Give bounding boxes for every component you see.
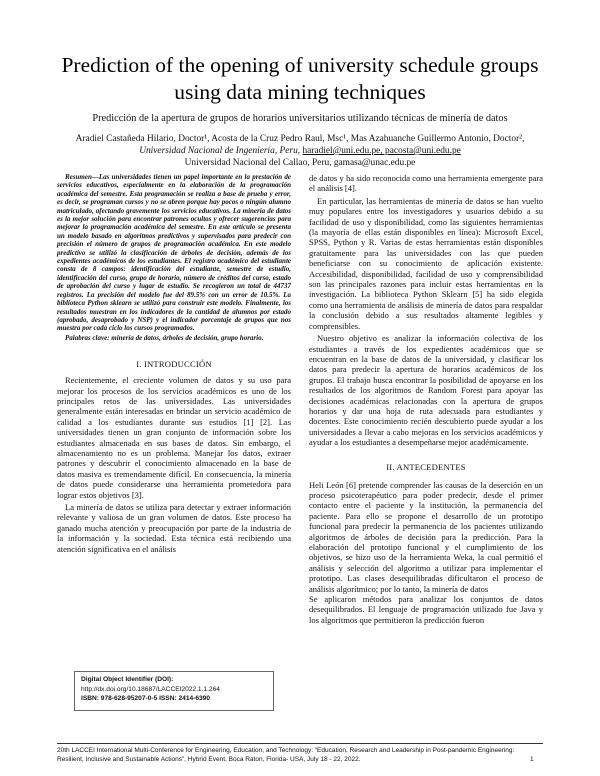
continued-paragraph: de datos y ha sido reconocida como una herramienta emergente para el análisis [4]. xyxy=(309,173,543,194)
doi-link[interactable]: http://dx.doi.org/10.18687/LACCEI2022.1.1.264 xyxy=(81,685,220,693)
footer-divider xyxy=(57,743,543,744)
doi-label: Digital Object Identifier (DOI): xyxy=(81,676,174,683)
doi-box xyxy=(74,671,274,711)
paper-title: Prediction of the opening of university schedule groups using data mining techniques xyxy=(61,53,539,104)
author-emails-link[interactable]: haradiel@uni.edu.pe, pacosta@uni.edu.pe xyxy=(302,146,461,156)
section-heading-introduccion: I. INTRODUCCIÓN xyxy=(136,359,212,370)
paragraph-tools: En particular, las herramientas de minería de datos se han vuelto muy populares entre los investigadores y usuarios debido a su facilidad de uso y disponibilidad, como las siguientes herramientas (la mayoría de ellas están disponibles en línea): Microsoft Excel, SPSS, Python y R. Varias de estas herramientas están disponibles gratuitamente para las universidades con las que pueden beneficiarse con su conocimiento de aplicación existente. Accesibilidad, disponibilidad, facilidad de uso y comprensibilidad son las principales razones para incluir estas herramientas en la investigación. La biblioteca Python Sklearn [5] ha sido elegida como una herramienta de análisis de minería de datos para respaldar la conclusión debido a sus resultados altamente legibles y comprensibles. xyxy=(309,195,543,331)
affiliation-line-1 xyxy=(20,145,580,157)
affiliation-2: Universidad Nacional del Callao, Peru, gamasa@unac.edu.pe xyxy=(184,158,416,168)
right-column xyxy=(309,173,543,625)
left-column xyxy=(57,173,291,554)
authors-line: Aradiel Castañeda Hilario, Doctor¹, Acosta de la Cruz Pedro Raul, Msc¹, Mas Azahuanche Guillermo Antonio, Doctor², xyxy=(75,134,525,144)
conference-footer: 20th LACCEI International Multi-Conference for Engineering, Education, and Technology: “Education, Research and Leadership in Post-pandemic Engineering: Resilient, Inclusive and Sustainable Actions”, Hybrid Event, Boca Raton, Florida- USA, July 18 - 22, 2022. xyxy=(57,747,515,763)
intro-paragraph-1: Recientemente, el creciente volumen de datos y su uso para mejorar los procesos de los servicios académicos es uno de los principales retos de las universidades. Las universidades generalmente están interesadas en brindar un servicio académico de calidad a los estudiantes durante sus estudios [1] [2]. Las universidades tienen un gran conjunto de información sobre los estudiantes almacenada en sus bases de datos. Sin embargo, el almacenamiento no es un problema. Manejar los datos, extraer patrones y descubrir el conocimiento almacenado en la base de datos masiva es tremendamente difícil. En consecuencia, la minería de datos puede considerarse una herramienta prometedora para lograr estos objetivos [3]. xyxy=(57,375,291,500)
paper-subtitle: Predicción de la apertura de grupos de horarios universitarios utilizando técnicas de minería de datos xyxy=(92,113,508,124)
paragraph-objective: Nuestro objetivo es analizar la información colectiva de los estudiantes a través de los expedientes académicos que se encuentran en la base de datos de la universidad, y clasificar los datos para predecir la apertura de horarios académicos de los grupos. El trabajo busca encontrar la posibilidad de apoyarse en los resultados de los algoritmos de Random Forest para apoyar las decisiones académicas relacionadas con la apertura de grupos horarios y dar una hoja de ruta adecuada para estudiantes y docentes. Este conocimiento recién descubierto puede ayudar a los universidades a llevar a cabo mejoras en los servicios académicos y ayudar a los estudiantes a desempeñarse mejor académicamente. xyxy=(309,333,543,448)
abstract: Resumen—Las universidades tienen un papel importante en la prestación de servicios educativos, especialmente en la elaboración de la programación académica del semestre. Esta programación se realiza a base de prueba y error, es decir, se programan cursos y no se abren porque hay pocos o ningún alumno matriculado, afectando gravemente los servicios educativos. La minería de datos es la mejor solución para encontrar patrones ocultos y ofrecer sugerencias para mejorar la programación académica del semestre. En este artículo se presenta un modelo basado en algoritmos predictivos y supervisados para predecir con precisión el número de grupos de programación académica. En este modelo predictivo se utilizó la clasificación de árboles de decisión, además de los expedientes académicos de los estudiantes. El registro académico del estudiante consta de 8 campos: identificación del estudiante, semestre de estudio, identificación del curso, grupo de horario, número de créditos del curso, estado de aprobación del curso y lugar de estudio. Se recogieron un total de 44737 registros. La precisión del modelo fue del 89.5% con un error de 10.5%. La biblioteca Python sklearn se utilizó para construir este modelo. Finalmente, los resultados muestran en los indicadores de la cantidad de alumnos por estado (aprobado, desaprobado y NSP) y el indicador porcentaje de grupos que nos muestra por cada ciclo los cursos programados. xyxy=(57,173,291,333)
paragraph-methods: Se aplicaron métodos para analizar los conjuntos de datos desequilibrados. El lenguaje de programación utilizado fue Java y los algoritmos que permitieron la predicción fueron xyxy=(309,594,543,625)
intro-paragraph-2: La minería de datos se utiliza para detectar y extraer información relevante y valiosa de un gran volumen de datos. Este proceso ha ganado mucha atención y preocupación por parte de la industria de la información y la sociedad. Esta técnica está recibiendo una atención significativa en el análisis xyxy=(57,502,291,554)
keywords: Palabras clave: minería de datos, árboles de decisión, grupo horario. xyxy=(65,333,264,342)
affiliation-1: Universidad Nacional de Ingeniería, Peru, xyxy=(139,146,301,156)
section-heading-antecedentes: II. ANTECEDENTES xyxy=(386,461,466,472)
author-block xyxy=(20,133,580,169)
isbn-issn: ISBN: 978-628-95207-0-5 ISSN: 2414-6390 xyxy=(81,695,211,703)
paragraph-background: Heli León [6] pretende comprender las causas de la deserción en un proceso psicoterapéutico para poder predecir, desde el primer contacto entre el paciente y la institución, la permanencia del paciente. Para ello se propone el desarrollo de un prototipo funcional para predecir la permanencia de los pacientes utilizando algoritmos de árboles de decisión para la predicción. Para la elaboración del prototipo funcional y el cumplimiento de los objetivos, se hizo uso de la herramienta Weka, la cual permitió el análisis y selección del algoritmo a utilizar para implementar el prototipo. Las clases desequilibradas dificultaron el proceso de análisis algorítmico; por lo tanto, la minería de datos xyxy=(309,479,543,594)
page-number: 1 xyxy=(530,756,534,763)
